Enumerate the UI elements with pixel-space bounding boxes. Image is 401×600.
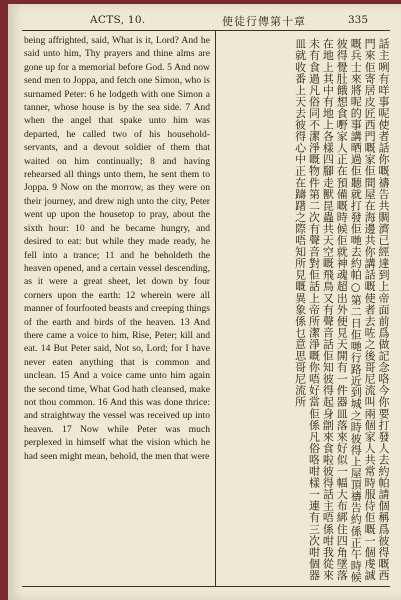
english-column — [24, 34, 210, 586]
header-rule — [22, 30, 390, 31]
english-text: being affrighted, said, What is it, Lord? And he said unto him, Thy prayers and thine alms are gone up for a memorial before God. 5 And now send men to Joppa, and fetch one Simon, who is surnamed Peter: 6 he lodgeth with one Simon a tanner, whose house is by the sea side. 7 And when the angel that spake unto him was departed, he called two of his household-servants, and a devout soldier of them that waited on him continually; 8 and having rehearsed all things unto them, he sent them to Joppa. 9 Now on the morrow, as they were on their journey, and drew nigh unto the city, Peter went up upon the housetop to pray, about the sixth hour: 10 and he became hungry, and desired to eat: but while they made ready, he fell into a trance; 11 and he beholdeth the heaven opened, and a certain vessel descending, as it were a great sheet, let down by four corners upon the earth: 12 wherein were all manner of fourfooted beasts and creeping things of the earth and birds of the heaven. 13 And there came a voice to him, Rise, Peter; kill and eat. 14 But Peter said, Not so, Lord; for I have never eaten anything that is common and unclean. 15 And a voice came unto him again the second time, What God hath cleansed, make not thou common. 16 And this was done thrice: and straightway the vessel was received up into heaven. 17 Now while Peter was much perplexed in himself what the vision which he had seen might mean, behold, the men that were — [24, 35, 210, 462]
chinese-text: 話主咧有咩事呢使者話你嘅禱告共賙濟已經達到上帝面前爲做記念咯今你要打發人去約帕請個稱爲彼得嘅西門來佢寄居皮匠西門嘅家佢間屋在海邊共你講話嘅使者去咗之後哥尼流叫兩個家人共常時服侍佢嘅一個虔誠嘅兵士來將呢的事講晒過佢聽就打發佢哋去約帕○第二日佢哋行路近到城之時彼得上屋頂禱告約係正午時候彼得覺肚餓想食嘢家人正在預備嘅時候佢就神魂超出外便見天開有一件器皿落來好似一幅大布綁住四角墜落在地上其中有地上各樣四腳走獸昆蟲共天空嘅飛鳥又有聲音話佢知彼得起身劏來食啦彼得話主唔係咁我從來未有食過凡俗同不潔淨嘅物件第二次有聲音對佢話上帝所潔淨嘅你唔好當佢係凡俗咯咁樣一連有三次咁個器皿就收番上天去彼得心中正在躊躇之際唔知所見嘅異象係乜意思哥尼流所 — [293, 38, 390, 583]
running-head-chinese: 使徒行傳第十章 — [222, 15, 306, 28]
column-divider — [215, 31, 216, 586]
page-header — [8, 4, 401, 32]
bible-page — [8, 4, 401, 600]
running-head-english: ACTS, 10. — [90, 14, 146, 26]
page-number: 335 — [348, 14, 369, 26]
chinese-column — [222, 38, 390, 583]
footer-rule — [22, 586, 390, 587]
